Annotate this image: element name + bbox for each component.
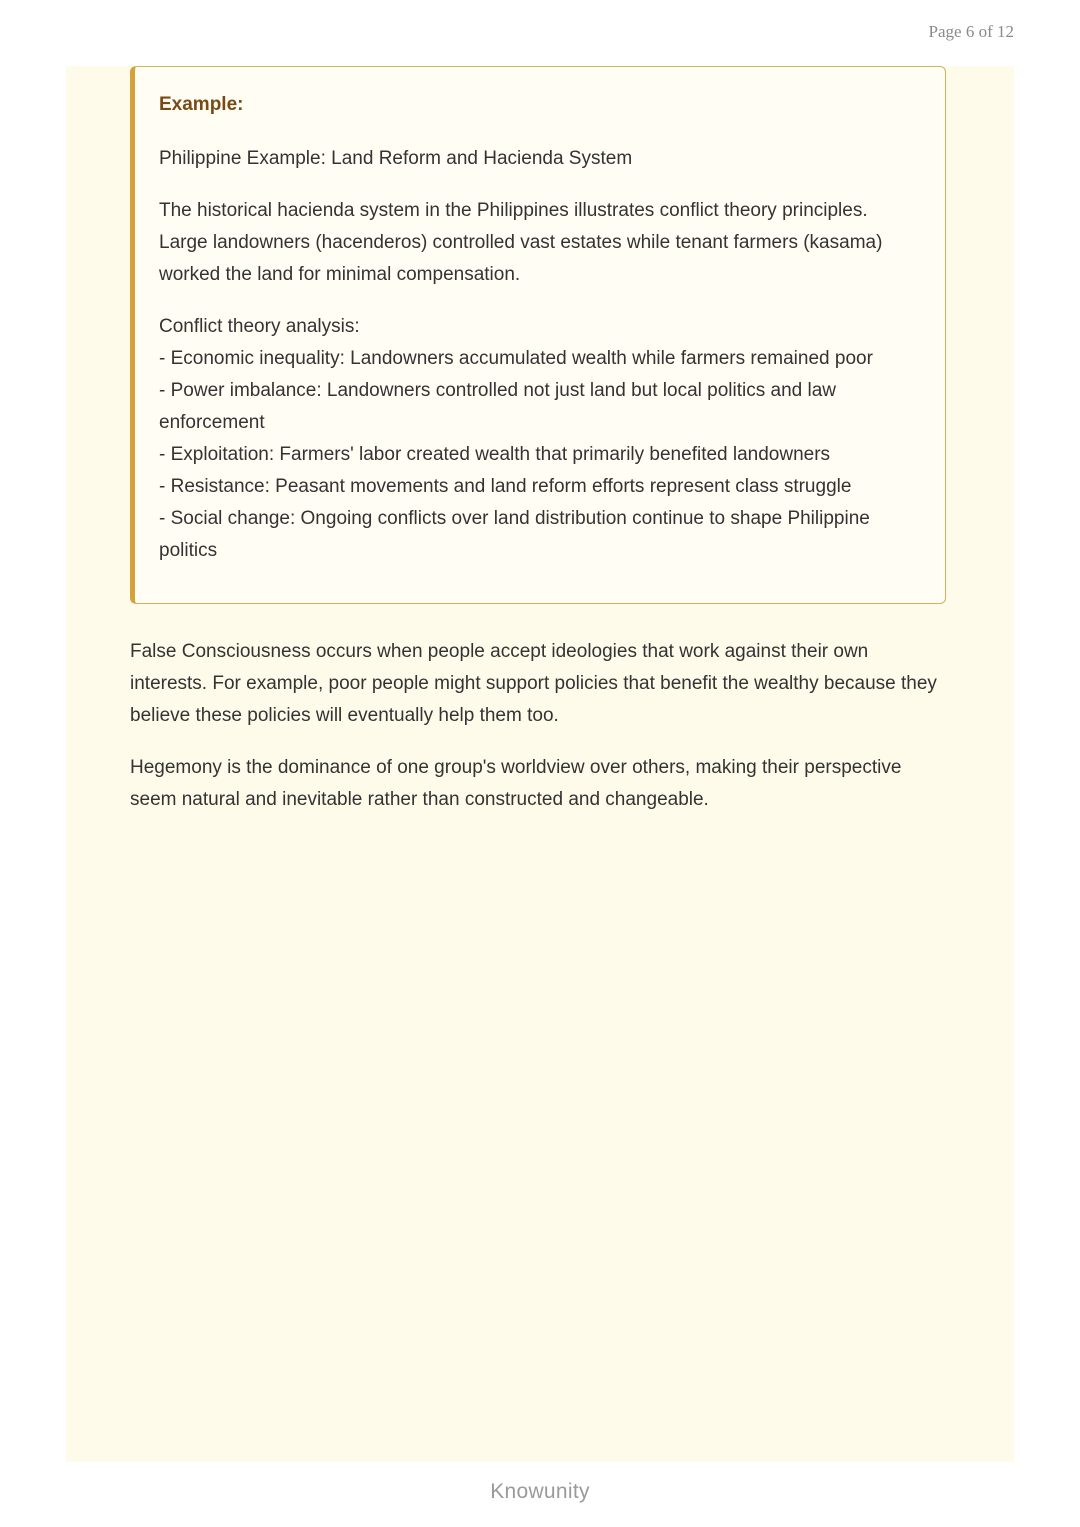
- analysis-point: - Social change: Ongoing conflicts over land distribution continue to shape Philippine politics: [159, 508, 870, 561]
- example-title: Example:: [159, 94, 244, 115]
- analysis-point: - Power imbalance: Landowners controlled not just land but local politics and law enforcement: [159, 380, 836, 433]
- paragraph-false-consciousness: False Consciousness occurs when people accept ideologies that work against their own interests. For example, poor people might support policies that benefit the wealthy because they believe these policies will eventually help them too.: [130, 641, 937, 726]
- document-page: [66, 66, 1014, 1462]
- example-paragraph: The historical hacienda system in the Philippines illustrates conflict theory principles. Large landowners (hacenderos) controlled vast estates while tenant farmers (kasama) worked the land for minimal compensation.: [159, 200, 883, 285]
- analysis-point: - Exploitation: Farmers' labor created wealth that primarily benefited landowners: [159, 444, 831, 465]
- footer-brand: Knowunity: [490, 1480, 590, 1503]
- page-number: Page 6 of 12: [928, 22, 1014, 41]
- example-subtitle: Philippine Example: Land Reform and Hacienda System: [159, 148, 633, 169]
- example-callout: [130, 66, 946, 604]
- paragraph-hegemony: Hegemony is the dominance of one group's worldview over others, making their perspective seem natural and inevitable rather than constructed and changeable.: [130, 757, 902, 810]
- analysis-list: [159, 343, 921, 567]
- analysis-heading: Conflict theory analysis:: [159, 316, 360, 337]
- analysis-point: - Economic inequality: Landowners accumulated wealth while farmers remained poor: [159, 348, 873, 369]
- analysis-point: - Resistance: Peasant movements and land reform efforts represent class struggle: [159, 476, 852, 497]
